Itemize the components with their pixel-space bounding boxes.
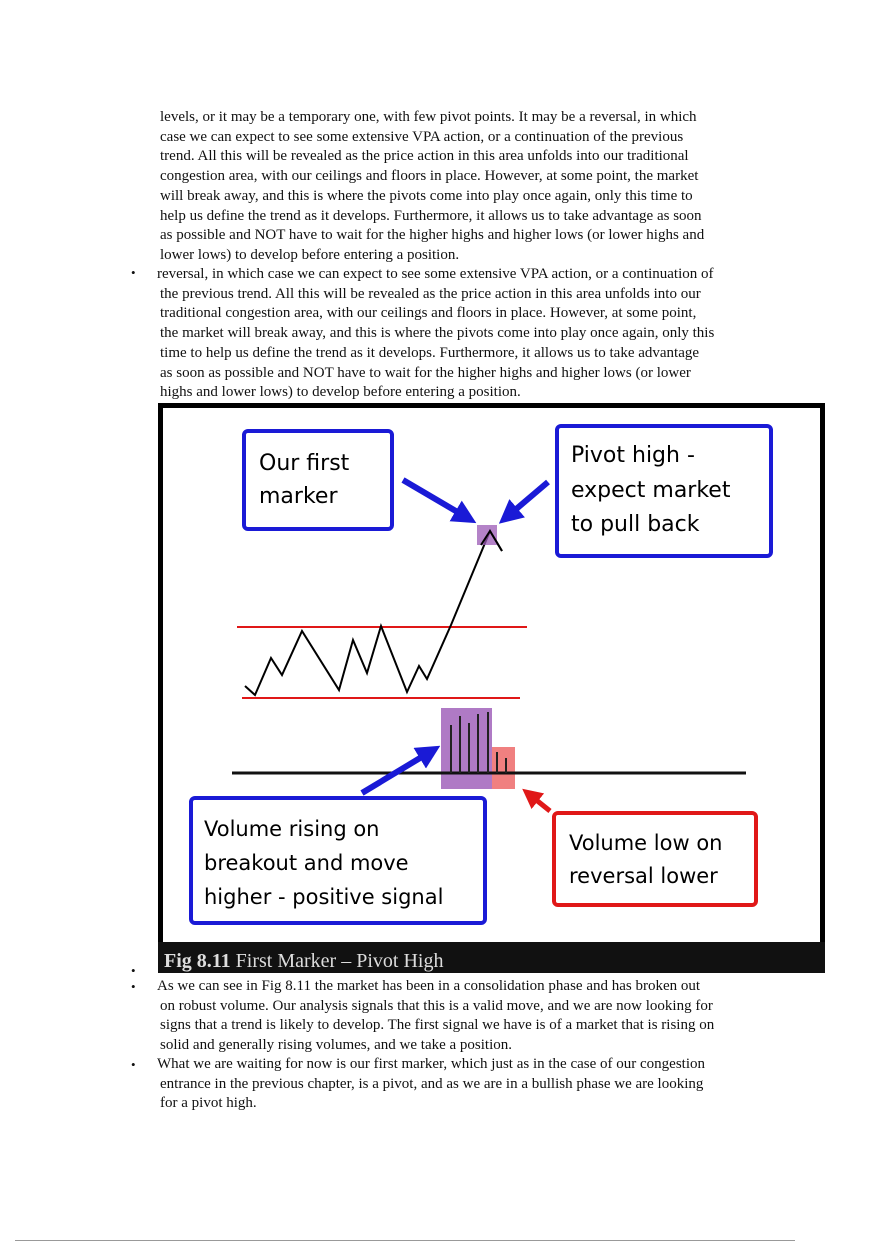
callout-volume-low [554,813,756,905]
text-line: trend. All this will be revealed as the price action in this area unfolds into our traditional [160,148,689,165]
text-line: reversal, in which case we can expect to see some extensive VPA action, or a continuation of [157,266,714,282]
callout-text: Volume rising on [204,817,380,841]
callout-first-marker [244,431,392,529]
text-line: the previous trend. All this will be revealed as the price action in this area unfolds into our [160,285,701,302]
bullet-marker: • [131,1057,136,1072]
callout-text: reversal lower [569,864,718,888]
text-line: time to help us define the trend as it develops. Furthermore, it allows us to take advantage [160,344,700,361]
text-line: levels, or it may be a temporary one, with few pivot points. It may be a reversal, in which [160,109,697,125]
text-line: as possible and NOT have to wait for the higher highs and higher lows (or lower highs and [160,227,705,244]
text-line: traditional congestion area, with our ceilings and floors in place. However, at some point, [160,305,697,322]
callout-text: expect market [571,478,731,503]
rising-volume-highlight [441,708,492,789]
bullet-marker: • [131,265,136,280]
text-line: as soon as possible and NOT have to wait for the higher highs and higher lows (or lower [160,364,691,381]
callout-text: Pivot high - [571,443,695,468]
text-line: case we can expect to see some extensive VPA action, or a continuation of the previous [160,128,684,145]
text-line: signs that a trend is likely to develop. The first signal we have is of a market that is rising on [160,1017,715,1034]
bullet-marker: • [131,979,136,994]
text-line: on robust volume. Our analysis signals that this is a valid move, and we are now looking for [160,997,713,1014]
text-line: lower lows) to develop before entering a position. [160,246,460,263]
low-volume-highlight [492,747,515,789]
figure-8-11 [158,403,825,973]
text-line: highs and lower lows) to develop before entering a position. [160,384,521,401]
footer-rule [15,1240,795,1241]
callout-text: Volume low on [569,831,723,855]
text-line: What we are waiting for now is our first marker, which just as in the case of our congestion [157,1056,705,1072]
figure-caption: Fig 8.11 First Marker – Pivot High [164,950,444,972]
text-line: solid and generally rising volumes, and we take a position. [160,1037,513,1054]
bullet-marker-empty: • [131,963,136,978]
text-line: help us define the trend as it develops. Furthermore, it allows us to take advantage as soon [160,207,702,224]
text-line: As we can see in Fig 8.11 the market has been in a consolidation phase and has broken out [157,978,701,994]
text-line: the market will break away, and this is where the pivots come into play once again, only this [160,325,715,342]
text-line: will break away, and this is where the pivots come into play once again, only this time to [160,187,693,204]
callout-text: to pull back [571,512,700,537]
text-line: congestion area, with our ceilings and floors in place. However, at some point, the market [160,168,699,185]
text-line: for a pivot high. [160,1095,257,1112]
text-line: entrance in the previous chapter, is a pivot, and as we are in a bullish phase we are looking [160,1075,704,1092]
callout-pivot-high [557,426,771,556]
callout-text: marker [259,484,338,509]
callout-text: higher - positive signal [204,885,444,909]
callout-volume-rising [191,798,485,923]
callout-text: Our first [259,451,350,476]
callout-text: breakout and move [204,851,409,875]
